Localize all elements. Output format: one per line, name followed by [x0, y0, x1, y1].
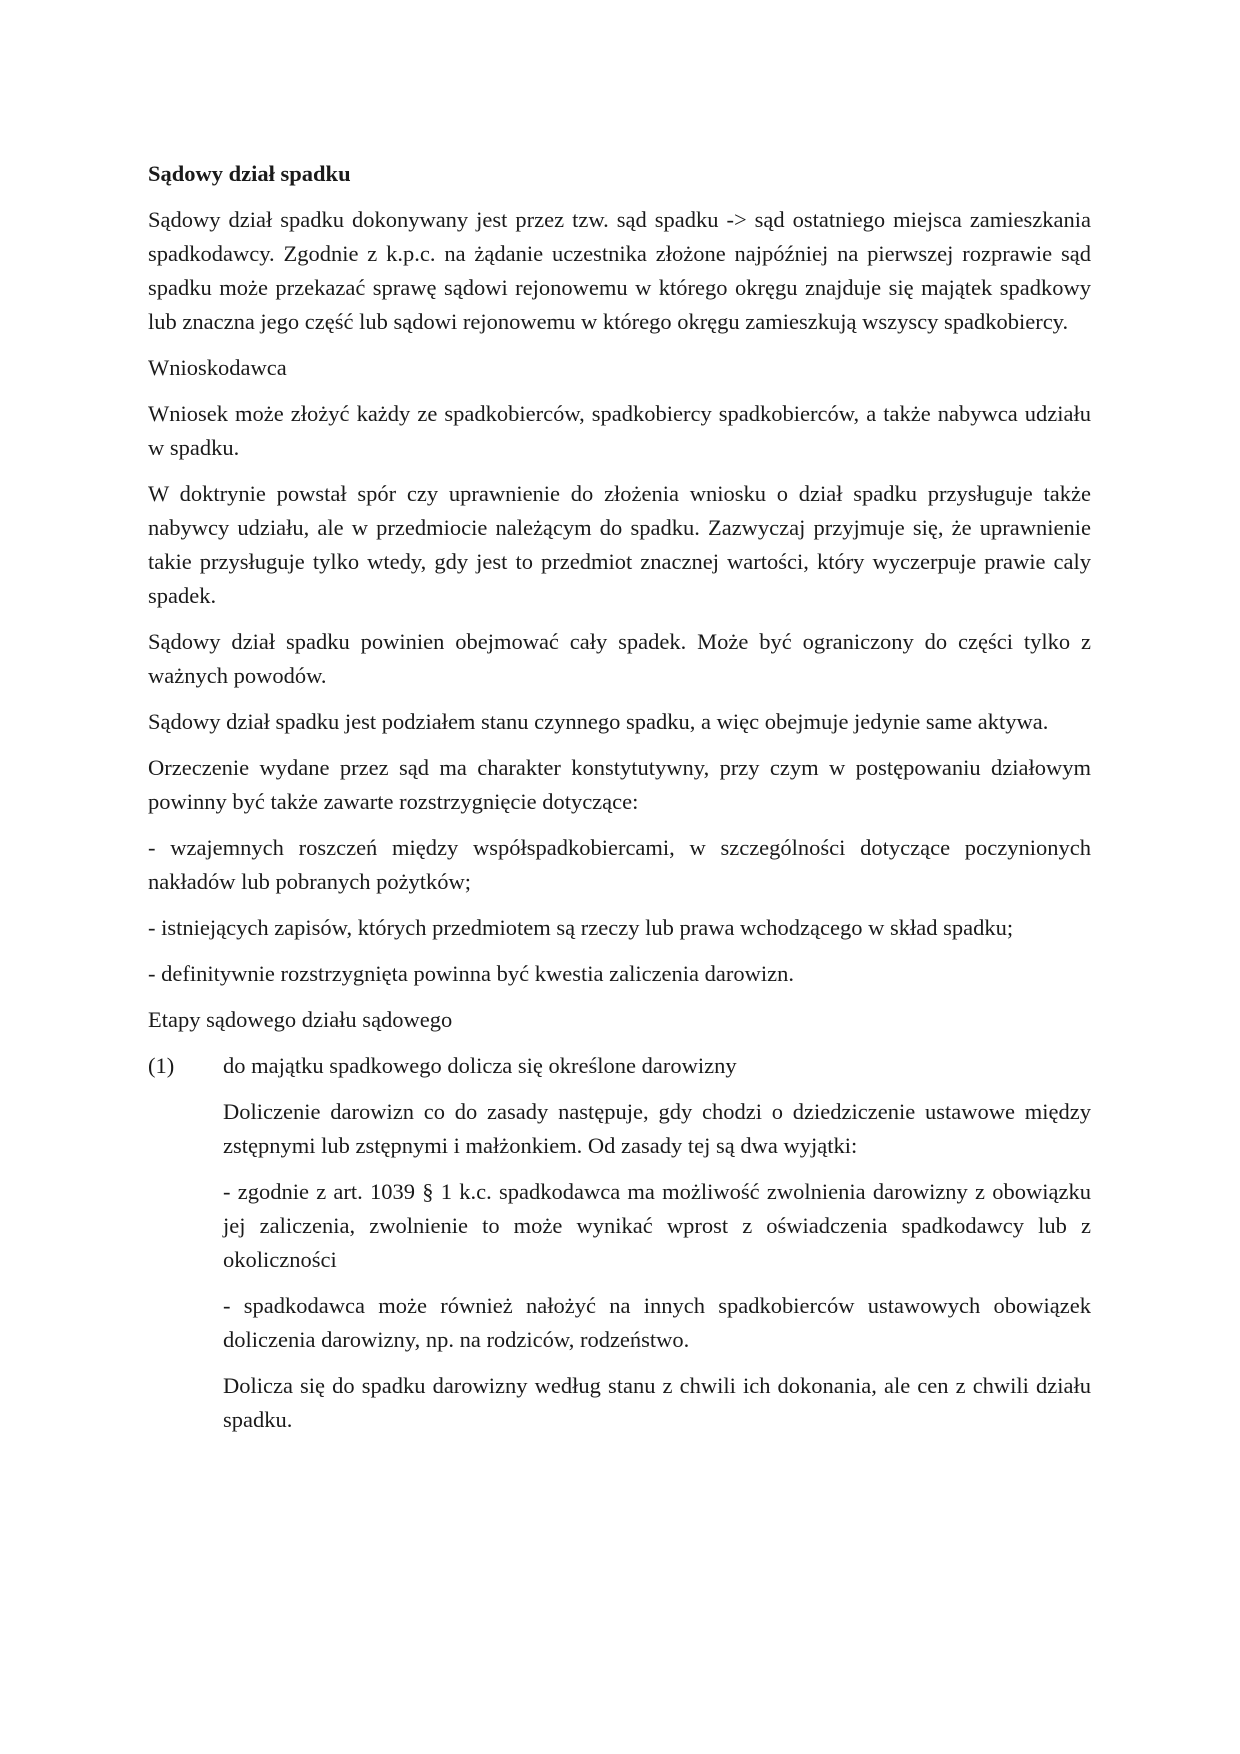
stage-exception: - spadkodawca może również nałożyć na innych spadkobierców ustawowych obowiązek doliczenia darowizny, np. na rodziców, rodzeństwo. [223, 1293, 1091, 1352]
stage-number: (1) [148, 1053, 175, 1078]
scope-paragraph-2: Sądowy dział spadku jest podziałem stanu czynnego spadku, a więc obejmuje jedynie same aktywa. [148, 709, 1049, 734]
stage-list-item [148, 1049, 1091, 1083]
stage-exception: - zgodnie z art. 1039 § 1 k.c. spadkodawca ma możliwość zwolnienia darowizny z obowiązku jej zaliczenia, zwolnienie to może wynikać wprost z oświadczenia spadkodawcy lub z okoliczności [223, 1179, 1091, 1272]
stage-paragraph-1: Doliczenie darowizn co do zasady następuje, gdy chodzi o dziedziczenie ustawowe między zstępnymi lub zstępnymi i małżonkiem. Od zasady tej są dwa wyjątki: [223, 1099, 1091, 1158]
applicant-paragraph-1: Wniosek może złożyć każdy ze spadkobierców, spadkobiercy spadkobierców, a także nabywca udziału w spadku. [148, 401, 1091, 460]
subheading-stages: Etapy sądowego działu sądowego [148, 1007, 453, 1032]
intro-paragraph: Sądowy dział spadku dokonywany jest przez tzw. sąd spadku -> sąd ostatniego miejsca zamieszkania spadkodawcy. Zgodnie z k.p.c. na żądanie uczestnika złożone najpóźniej na pierwszej rozprawie sąd spadku może przekazać sprawę sądowi rejonowemu w którego okręgu znajduje się majątek spadkowy lub znaczna jego część lub sądowi rejonowemu w którego okręgu zamieszkują wszyscy spadkobiercy. [148, 207, 1091, 334]
document-page [148, 157, 1091, 1449]
subheading-applicant: Wnioskodawca [148, 355, 287, 380]
scope-paragraph-1: Sądowy dział spadku powinien obejmować cały spadek. Może być ograniczony do części tylko z ważnych powodów. [148, 629, 1091, 688]
ruling-item: - istniejących zapisów, których przedmiotem są rzeczy lub prawa wchodzącego w skład spadku; [148, 915, 1014, 940]
document-title: Sądowy dział spadku [148, 161, 351, 186]
stage-paragraph-2: Dolicza się do spadku darowizny według stanu z chwili ich dokonania, ale cen z chwili działu spadku. [223, 1373, 1091, 1432]
ruling-item: - definitywnie rozstrzygnięta powinna być kwestia zaliczenia darowizn. [148, 961, 794, 986]
applicant-paragraph-2: W doktrynie powstał spór czy uprawnienie do złożenia wniosku o dział spadku przysługuje także nabywcy udziału, ale w przedmiocie należącym do spadku. Zazwyczaj przyjmuje się, że uprawnienie takie przysługuje tylko wtedy, gdy jest to przedmiot znacznej wartości, który wyczerpuje prawie caly spadek. [148, 481, 1091, 608]
ruling-paragraph: Orzeczenie wydane przez sąd ma charakter konstytutywny, przy czym w postępowaniu działowym powinny być także zawarte rozstrzygnięcie dotyczące: [148, 755, 1091, 814]
stage-text: do majątku spadkowego dolicza się określone darowizny [223, 1053, 737, 1078]
ruling-item: - wzajemnych roszczeń między współspadkobiercami, w szczególności dotyczące poczynionych nakładów lub pobranych pożytków; [148, 835, 1091, 894]
